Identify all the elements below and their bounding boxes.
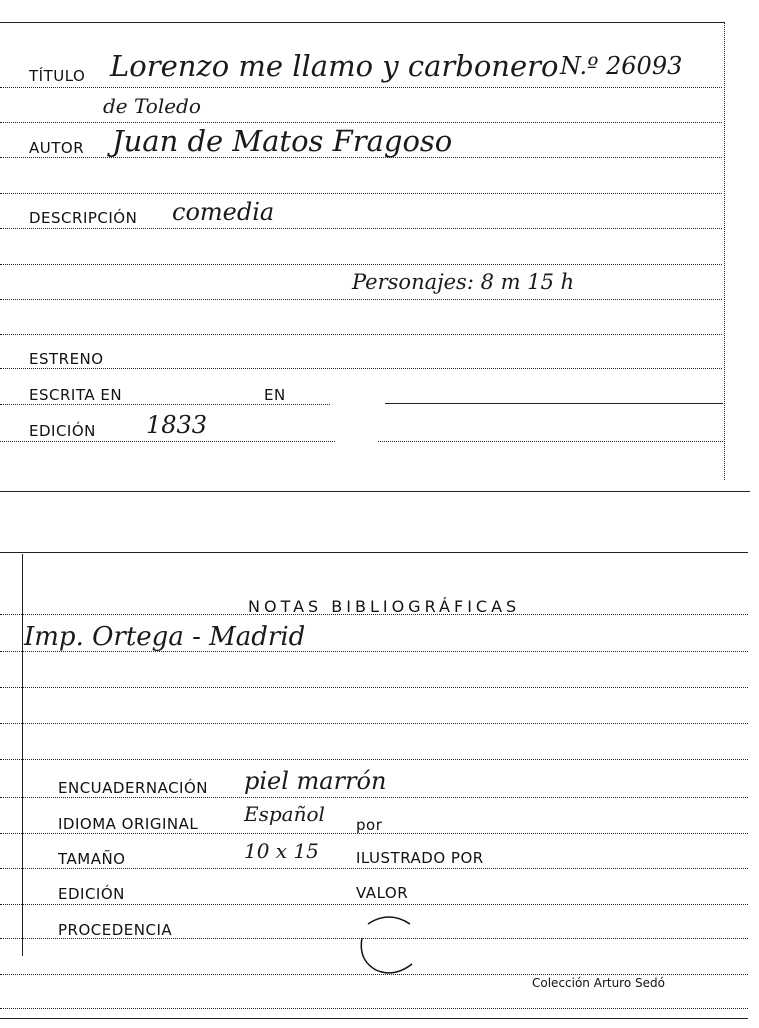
estreno-label: ESTRENO xyxy=(29,350,104,368)
printer-note-handwriting: Imp. Ortega - Madrid xyxy=(24,622,306,652)
ruled-line xyxy=(0,614,748,615)
valor-label: VALOR xyxy=(356,884,409,902)
ruled-line xyxy=(0,441,335,442)
size-handwriting: 10 x 15 xyxy=(244,839,319,863)
title-continuation-handwriting: de Toledo xyxy=(103,94,201,118)
ilustrado-por-label: ILUSTRADO POR xyxy=(356,849,484,867)
autor-label: AUTOR xyxy=(29,139,85,157)
description-handwriting: comedia xyxy=(172,198,275,226)
catalog-card-front xyxy=(0,0,759,492)
ruled-line xyxy=(0,759,748,760)
ruled-line xyxy=(378,441,723,442)
edicion-label: EDICIÓN xyxy=(58,885,125,903)
language-handwriting: Español xyxy=(244,802,325,826)
ruled-line xyxy=(0,228,722,229)
ruled-line xyxy=(0,368,722,369)
ruled-line xyxy=(385,403,723,404)
ruled-line xyxy=(0,193,722,194)
encuadernacion-label: ENCUADERNACIÓN xyxy=(58,779,209,797)
ruled-line xyxy=(0,1008,748,1009)
binding-handwriting: piel marrón xyxy=(244,767,387,795)
card-right-edge xyxy=(724,22,725,480)
ruled-line xyxy=(0,904,748,905)
author-handwriting: Juan de Matos Fragoso xyxy=(112,124,453,158)
edicion-label: EDICIÓN xyxy=(29,422,96,440)
ruled-line xyxy=(0,404,330,405)
por-label: por xyxy=(356,816,383,834)
ruled-line xyxy=(0,797,748,798)
card-bottom-edge xyxy=(0,491,750,492)
ruled-line xyxy=(0,868,748,869)
descripcion-label: DESCRIPCIÓN xyxy=(29,209,138,227)
title-handwriting: Lorenzo me llamo y carbonero xyxy=(110,49,559,83)
collection-footer: Colección Arturo Sedó xyxy=(532,976,665,990)
idioma-original-label: IDIOMA ORIGINAL xyxy=(58,815,199,833)
edition-year-handwriting: 1833 xyxy=(146,411,208,439)
ruled-line xyxy=(0,687,748,688)
card-bottom-edge xyxy=(0,1018,748,1019)
ruled-line xyxy=(0,87,722,88)
ruled-line xyxy=(0,264,722,265)
stamp-circle-icon xyxy=(354,912,424,978)
escrita-en-label: ESCRITA EN xyxy=(29,386,123,404)
characters-handwriting: Personajes: 8 m 15 h xyxy=(352,270,575,294)
card-top-border xyxy=(0,552,748,553)
titulo-label: TÍTULO xyxy=(29,67,86,85)
catalog-number-handwriting: N.º 26093 xyxy=(560,52,683,80)
card-top-border xyxy=(0,22,725,23)
en-label: EN xyxy=(264,386,286,404)
tamano-label: TAMAÑO xyxy=(58,850,126,868)
catalog-card-back xyxy=(0,540,759,1028)
ruled-line xyxy=(0,334,722,335)
ruled-line xyxy=(0,299,722,300)
procedencia-label: PROCEDENCIA xyxy=(58,921,173,939)
ruled-line xyxy=(0,723,748,724)
notes-heading: NOTAS BIBLIOGRÁFICAS xyxy=(248,597,521,616)
ruled-line xyxy=(0,122,722,123)
